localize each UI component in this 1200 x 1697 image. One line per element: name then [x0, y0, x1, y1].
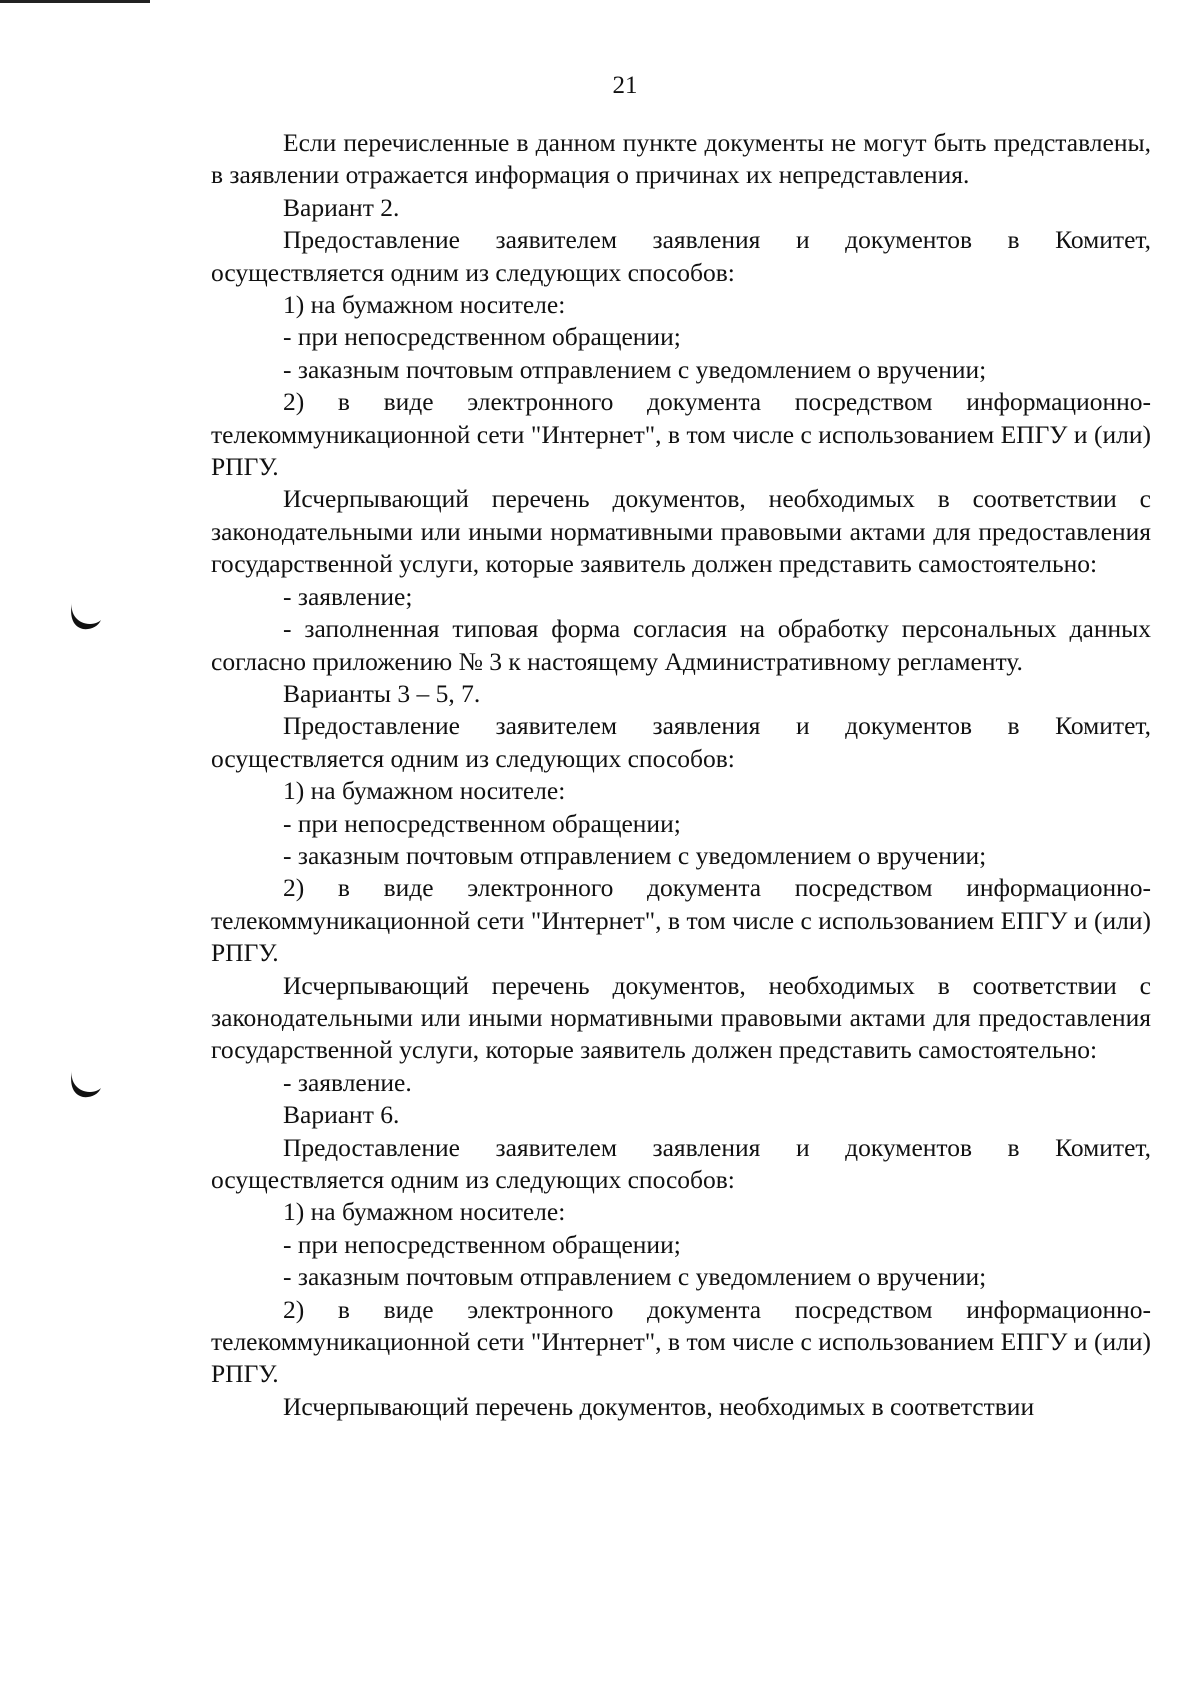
- paragraph-submission-methods: Предоставление заявителем заявления и документов в Комитет, осуществляется одним из следующих способов:: [211, 225, 1158, 287]
- paragraph-missing-documents: Если перечисленные в данном пункте документы не могут быть представлены, в заявлении отражается информация о причинах их непредставления.: [211, 128, 1158, 190]
- list-item-registered-mail: - заказным почтовым отправлением с уведомлением о вручении;: [283, 1262, 987, 1292]
- list-item-paper: 1) на бумажном носителе:: [283, 1197, 566, 1227]
- scan-top-rule: [0, 0, 150, 3]
- paragraph-submission-methods: Предоставление заявителем заявления и документов в Комитет, осуществляется одним из следующих способов:: [211, 711, 1158, 773]
- binding-hole-mark-icon: [68, 600, 102, 630]
- heading-variant-2: Вариант 2.: [283, 192, 400, 222]
- heading-variants-3-5-7: Варианты 3 – 5, 7.: [283, 678, 481, 708]
- list-item-in-person: - при непосредственном обращении;: [283, 1229, 681, 1259]
- list-item-in-person: - при непосредственном обращении;: [283, 808, 681, 838]
- paragraph-document-list: Исчерпывающий перечень документов, необходимых в соответствии с законодательными или иными нормативными правовыми актами для предоставления государственной услуги, которые заявитель должен представить самостоятельно:: [211, 484, 1158, 579]
- list-item-application: - заявление;: [283, 581, 413, 611]
- document-body: [211, 127, 1158, 1423]
- list-item-electronic: 2) в виде электронного документа посредством информационно-телекоммуникационной сети "Интернет", в том числе с использованием ЕПГУ и (или) РПГУ.: [211, 1294, 1158, 1389]
- paragraph-document-list: Исчерпывающий перечень документов, необходимых в соответствии с законодательными или иными нормативными правовыми актами для предоставления государственной услуги, которые заявитель должен представить самостоятельно:: [211, 970, 1158, 1065]
- list-item-paper: 1) на бумажном носителе:: [283, 776, 566, 806]
- list-item-paper: 1) на бумажном носителе:: [283, 290, 566, 320]
- binding-hole-mark-icon: [68, 1068, 102, 1098]
- list-item-application: - заявление.: [283, 1067, 412, 1097]
- list-item-electronic: 2) в виде электронного документа посредством информационно-телекоммуникационной сети "Интернет", в том числе с использованием ЕПГУ и (или) РПГУ.: [211, 873, 1158, 968]
- list-item-registered-mail: - заказным почтовым отправлением с уведомлением о вручении;: [283, 840, 987, 870]
- list-item-registered-mail: - заказным почтовым отправлением с уведомлением о вручении;: [283, 354, 987, 384]
- list-item-electronic: 2) в виде электронного документа посредством информационно-телекоммуникационной сети "Интернет", в том числе с использованием ЕПГУ и (или) РПГУ.: [211, 387, 1158, 482]
- list-item-in-person: - при непосредственном обращении;: [283, 322, 681, 352]
- paragraph-document-list-continued: Исчерпывающий перечень документов, необходимых в соответствии: [283, 1391, 1035, 1421]
- list-item-consent-form: - заполненная типовая форма согласия на обработку персональных данных согласно приложению № 3 к настоящему Административному регламенту.: [211, 614, 1158, 676]
- heading-variant-6: Вариант 6.: [283, 1100, 400, 1130]
- page-number: 21: [612, 72, 638, 99]
- paragraph-submission-methods: Предоставление заявителем заявления и документов в Комитет, осуществляется одним из следующих способов:: [211, 1132, 1158, 1194]
